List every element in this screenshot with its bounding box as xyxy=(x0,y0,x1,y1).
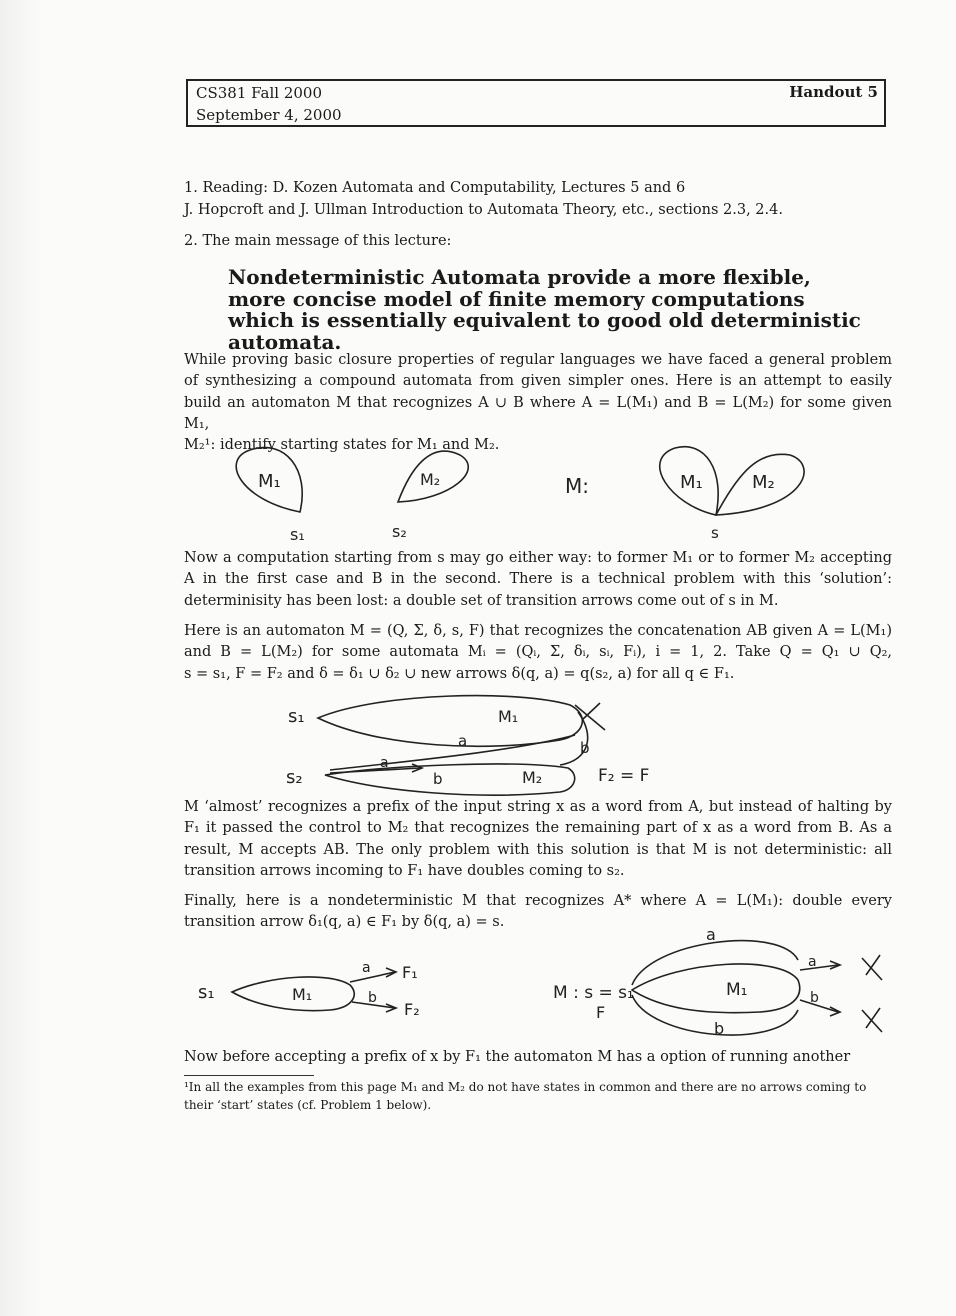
star-right-m1-label: M₁ xyxy=(726,980,748,1000)
star-right-f-label: F xyxy=(596,1003,606,1022)
main-message: Nondeterministic Automata provide a more flexible, more concise model of finite memory computations which is essentially equivalent to good old deterministic automata. xyxy=(228,265,861,354)
cross-mark-3 xyxy=(862,1008,882,1032)
paragraph-nondeterminism-last: determinisity has been lost: a double set of transition arrows come out of s in M. xyxy=(184,592,779,609)
cross-mark-2 xyxy=(862,955,882,980)
handout-number: Handout 5 xyxy=(789,83,878,101)
concat-b-mid: b xyxy=(433,770,443,788)
concat-s2-label: s₂ xyxy=(286,767,303,788)
star-b-label: b xyxy=(368,990,377,1006)
reading-line-2: J. Hopcroft and J. Ullman Introduction to Automata Theory, etc., sections 2.3, 2.4. xyxy=(184,202,783,218)
combined-s-label: s xyxy=(711,524,719,542)
paragraph-star-last: transition arrow δ₁(q, a) ∈ F₁ by δ(q, a) = s. xyxy=(184,914,505,931)
concat-m1-label: M₁ xyxy=(498,707,519,726)
paragraph-nondeterminism-body: Now a computation starting from s may go either way: to former M₁ or to former M₂ accepting A in the first case and B in the second. There is a technical problem with this ‘solution’: xyxy=(184,550,892,588)
course-name: CS381 Fall 2000 xyxy=(196,84,323,102)
paragraph-star-body: Finally, here is a nondeterministic M that recognizes A* where A = L(M₁): double every xyxy=(184,893,892,909)
m2-label: M₂ xyxy=(420,470,441,489)
main-message-intro: 2. The main message of this lecture: xyxy=(184,233,452,249)
combined-m1-label: M₁ xyxy=(680,472,703,493)
paragraph-before-accepting-body: Now before accepting a prefix of x by F₁ the automaton M has a option of running another xyxy=(184,1049,851,1065)
s2-label: s₂ xyxy=(392,522,407,541)
s1-label: s₁ xyxy=(290,525,305,544)
concat-a-top: a xyxy=(458,732,468,750)
star-right-a-top: a xyxy=(706,925,716,944)
star-right-a: a xyxy=(808,954,817,970)
concat-a-mid: a xyxy=(380,755,389,771)
paragraph-almost-last: transition arrows incoming to F₁ have doubles coming to s₂. xyxy=(184,862,625,879)
reading-line-1: 1. Reading: D. Kozen Automata and Computability, Lectures 5 and 6 xyxy=(184,180,686,196)
star-s1-label: s₁ xyxy=(198,982,215,1003)
star-right-b-bottom: b xyxy=(714,1019,725,1038)
paragraph-concatenation-last: s = s₁, F = F₂ and δ = δ₁ ∪ δ₂ ∪ new arrows δ(q, a) = q(s₂, a) for all q ∈ F₁. xyxy=(184,665,735,682)
paragraph-almost-body: M ‘almost’ recognizes a prefix of the input string x as a word from A, but instead of halting by F₁ it passed the control to M₂ that recognizes the remaining part of x as a word from B. As a result, M accepts AB. The only problem with this solution is that M is not deterministic: all xyxy=(184,799,892,858)
paragraph-union-body: While proving basic closure properties of regular languages we have faced a general problem of synthesizing a compound automata from given simpler ones. Here is an attempt to easily build an automaton M that recognizes A ∪ B where A = L(M₁) and B = L(M₂) for some given M₁, xyxy=(184,352,892,432)
star-m1-label: M₁ xyxy=(292,985,313,1004)
concat-b-right: b xyxy=(580,739,590,757)
footnote: ¹In all the examples from this page M₁ and M₂ do not have states in common and there are no arrows coming to their ‘start’ states (cf. Problem 1 below). xyxy=(184,1080,867,1112)
star-right-m1-loop xyxy=(632,964,800,1013)
star-f1-label: F₁ xyxy=(402,963,418,982)
star-f2-label: F₂ xyxy=(404,1000,420,1019)
star-a-label: a xyxy=(362,960,371,976)
concat-m2-label: M₂ xyxy=(522,768,543,787)
union-m-label: M: xyxy=(565,474,589,498)
concat-s1-label: s₁ xyxy=(288,706,305,727)
combined-m2-label: M₂ xyxy=(752,472,775,493)
paragraph-union-last: M₂¹: identify starting states for M₁ and M₂. xyxy=(184,437,500,454)
star-right-b: b xyxy=(810,990,819,1006)
paragraph-concatenation-body: Here is an automaton M = (Q, Σ, δ, s, F) that recognizes the concatenation AB given A = L(M₁) and B = L(M₂) for some automata Mᵢ = (Qᵢ, Σ, δᵢ, sᵢ, Fᵢ), i = 1, 2. Take Q = Q₁ ∪ Q₂, xyxy=(184,623,892,661)
m1-label: M₁ xyxy=(258,471,281,492)
handout-date: September 4, 2000 xyxy=(196,106,342,124)
concat-f-label: F₂ = F xyxy=(598,766,650,786)
paragraph-before-accepting xyxy=(184,1047,892,1068)
footnote-rule xyxy=(184,1075,314,1076)
star-right-m-label: M : s = s₁ xyxy=(553,983,634,1003)
